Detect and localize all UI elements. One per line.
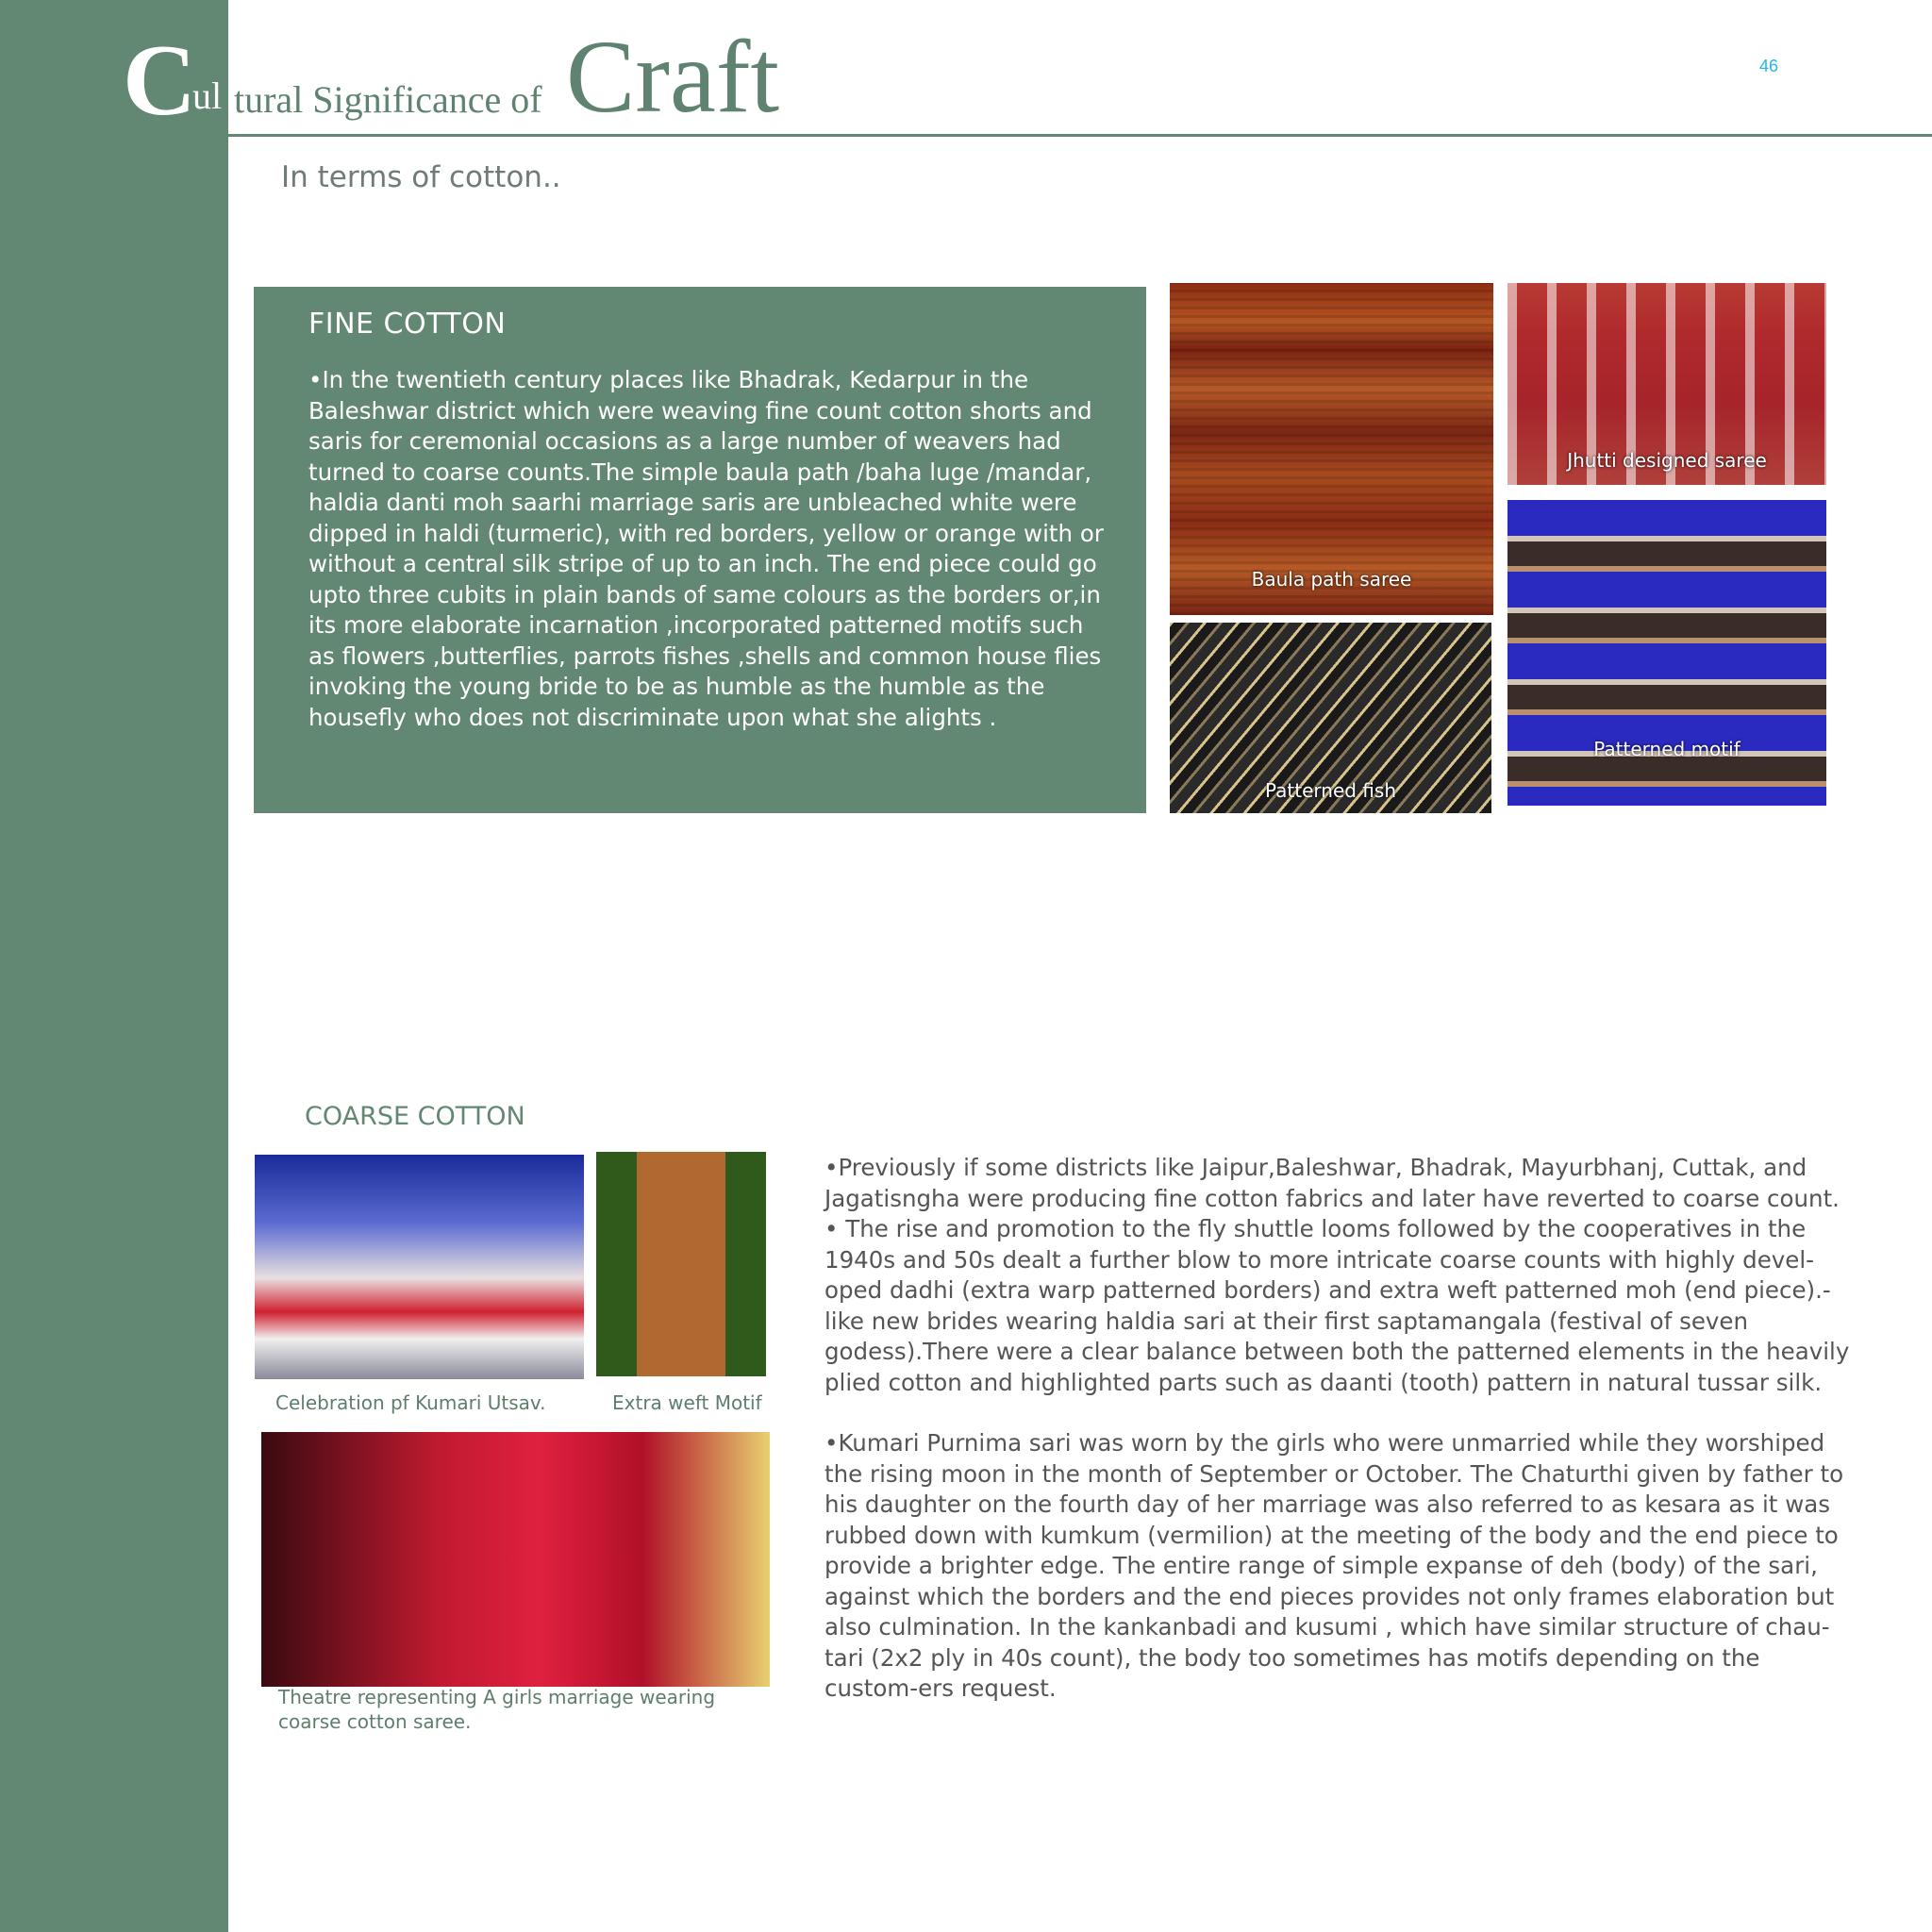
patterned-motif-photo [1507,500,1826,806]
kumari-utsav-photo [255,1155,584,1379]
jhutti-caption: Jhutti designed saree [1567,449,1767,472]
baula-caption: Baula path saree [1251,568,1412,591]
fine-cotton-body: •In the twentieth century places like Bhadrak, Kedarpur in the Baleshwar district which were weaving fine count cotton shorts and saris for ceremonial occasions as a large number of weavers had turned to coarse counts.The simple baula path /baha luge /mandar, haldia danti moh saarhi marriage saris are unbleached white were dipped in haldi (turmeric), with red borders, yellow or orange with or without a central silk stripe of up to an inch. The end piece could go upto three cubits in plain bands of same colours as the borders or,in its more elaborate incarnation ,incorporated patterned motifs such as flowers ,butterflies, parrots fishes ,shells and common house flies invoking the young bride to be as humble as the humble as the housefly who does not discriminate upon what she alights . [308,366,1104,731]
fine-cotton-panel [254,287,1146,813]
coarse-cotton-heading: COARSE COTTON [305,1102,525,1131]
extra-weft-photo [596,1152,766,1376]
theatre-photo [261,1432,770,1687]
theatre-caption: Theatre representing A girls marriage wearing coarse cotton saree. [278,1686,716,1733]
title-ul: ul [192,75,223,117]
fish-caption: Patterned fish [1264,779,1396,802]
coarse-paragraph-2: •Kumari Purnima sari was worn by the girls who were unmarried while they worshiped the rising moon in the month of September or October. The Chaturthi given by father to his daughter on the fourth day of her marriage was also referred to as kesara as it was rubbed down with kumkum (vermilion) at the meeting of the body and the end piece to provide a brighter edge. The entire range of simple expanse of deh (body) of the sari, against which the borders and the end pieces provides not only frames elaboration but also culmination. In the kankanbadi and kusumi , which have similar structure of chau-tari (2x2 ply in 40s count), the body too sometimes has motifs depending on the custom-ers request. [824,1429,1844,1702]
title-middle: tural Significance of [234,78,542,121]
page-number: 46 [1759,57,1779,75]
sidebar-band [0,0,228,1932]
utsav-caption: Celebration pf Kumari Utsav. [275,1391,546,1414]
motif-caption: Patterned motif [1593,738,1740,760]
baula-saree-photo [1170,283,1493,615]
title-initial: C [123,25,196,137]
patterned-fish-photo [1170,623,1491,813]
jhutti-saree-photo [1507,283,1826,485]
coarse-cotton-text [824,1153,1853,1735]
coarse-paragraph-1: •Previously if some districts like Jaipur,Baleshwar, Bhadrak, Mayurbhanj, Cuttak, and Jagatisngha were producing fine cotton fabrics and later have reverted to coarse count. • The rise and promotion to the fly shuttle looms followed by the cooperatives in the 1940s and 50s dealt a further blow to more intricate coarse counts with highly devel-oped dadhi (extra warp patterned borders) and extra weft patterned moh (end piece).-like new brides wearing haldia sari at their first saptamangala (festival of seven godess).There were a clear balance between both the patterned elements in the heavily plied cotton and highlighted parts such as daanti (tooth) pattern in natural tussar silk. [824,1154,1850,1396]
header-rule [228,134,1932,137]
title-emphasis: Craft [566,19,780,134]
weft-caption: Extra weft Motif [612,1391,762,1414]
fine-cotton-heading: FINE COTTON [308,308,507,341]
page-subtitle: In terms of cotton.. [281,160,561,194]
